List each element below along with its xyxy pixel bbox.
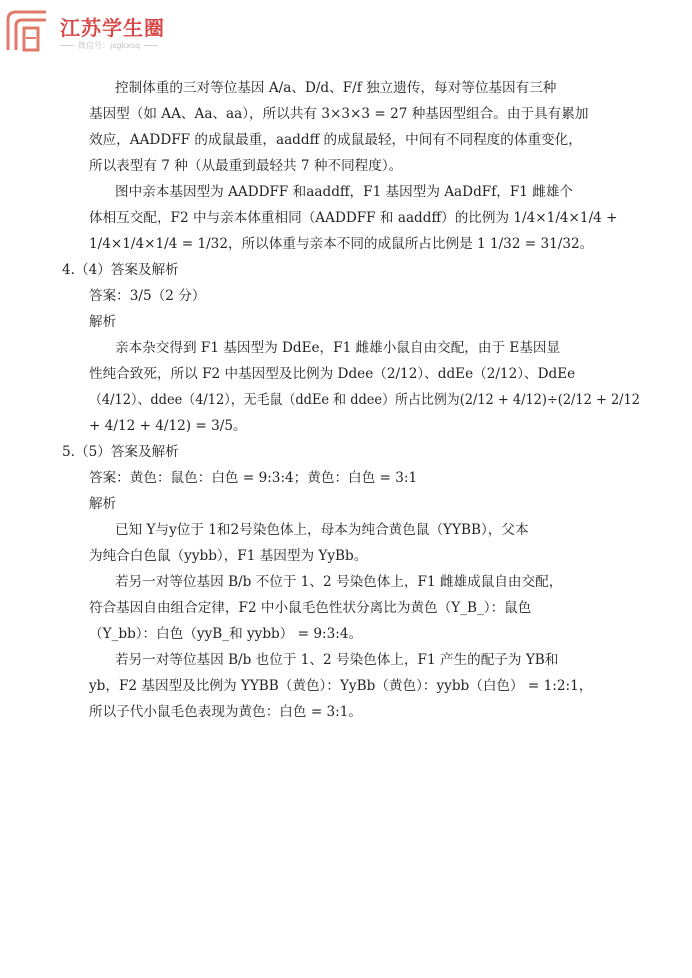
text-line: 性纯合致死，所以 F2 中基因型及比例为 Ddee（2/12）、ddEe（2/12）、DdEe — [89, 366, 576, 382]
text-line: 亲本杂交得到 F1 基因型为 DdEe，F1 雌雄小鼠自由交配，由于 E基因显 — [115, 340, 561, 356]
watermark-subtitle — [60, 40, 158, 51]
answer-line: 答案：3/5（2 分） — [89, 288, 206, 304]
text-line: + 4/12 + 4/12) = 3/5。 — [89, 418, 247, 434]
text-line: 所以表型有 7 种（从最重到最轻共 7 种不同程度）。 — [89, 158, 403, 174]
section-heading: 4.（4）答案及解析 — [62, 262, 179, 278]
text-line: （4/12）、ddee（4/12），无毛鼠（ddEe 和 ddee）所占比例为(2/12 + 4/12)÷(2/12 + 2/12 — [89, 392, 640, 408]
watermark-subtitle-text: 微信号：jsgkxsq — [78, 41, 141, 50]
text-line: 若另一对等位基因 B/b 也位于 1、2 号染色体上，F1 产生的配子为 YB和 — [115, 652, 559, 668]
text-line: 基因型（如 AA、Aa、aa），所以共有 3×3×3 = 27 种基因型组合。由于具有累加 — [89, 106, 589, 122]
section-heading: 5.（5）答案及解析 — [62, 444, 179, 460]
text-line: 效应，AADDFF 的成鼠最重，aaddff 的成鼠最轻，中间有不同程度的体重变化， — [89, 132, 582, 148]
text-line: 图中亲本基因型为 AADDFF 和aaddff，F1 基因型为 AaDdFf，F1 雌雄个 — [115, 184, 574, 200]
text-line: yb，F2 基因型及比例为 YYBB（黄色）：YyBb（黄色）：yybb（白色） = 1:2:1， — [89, 678, 593, 694]
text-line: 已知 Y与y位于 1和2号染色体上，母本为纯合黄色鼠（YYBB），父本 — [115, 522, 529, 538]
text-line: 为纯合白色鼠（yybb），F1 基因型为 YyBb。 — [89, 548, 368, 564]
answer-line: 答案：黄色：鼠色：白色 = 9:3:4；黄色：白色 = 3:1 — [89, 470, 418, 486]
text-line: 体相互交配，F2 中与亲本体重相同（AADDFF 和 aaddff）的比例为 1/4×1/4×1/4 + — [89, 210, 618, 226]
text-line: 控制体重的三对等位基因 A/a、D/d、F/f 独立遗传，每对等位基因有三种 — [115, 80, 557, 96]
text-line: 符合基因自由组合定律，F2 中小鼠毛色性状分离比为黄色（Y_B_）：鼠色 — [89, 600, 532, 616]
school-gate-icon — [4, 8, 50, 54]
explanation-label: 解析 — [89, 314, 117, 330]
watermark-title: 江苏学生圈 — [60, 16, 165, 40]
text-line: 1/4×1/4×1/4 = 1/32，所以体重与亲本不同的成鼠所占比例是 1 1/32 = 31/32。 — [89, 236, 594, 252]
text-line: （Y_bb）：白色（yyB_和 yybb） = 9:3:4。 — [89, 626, 363, 642]
text-line: 若另一对等位基因 B/b 不位于 1、2 号染色体上，F1 雌雄成鼠自由交配， — [115, 574, 563, 590]
watermark-logo — [2, 4, 202, 60]
text-line: 所以子代小鼠毛色表现为黄色：白色 = 3:1。 — [89, 704, 363, 720]
explanation-label: 解析 — [89, 496, 117, 512]
